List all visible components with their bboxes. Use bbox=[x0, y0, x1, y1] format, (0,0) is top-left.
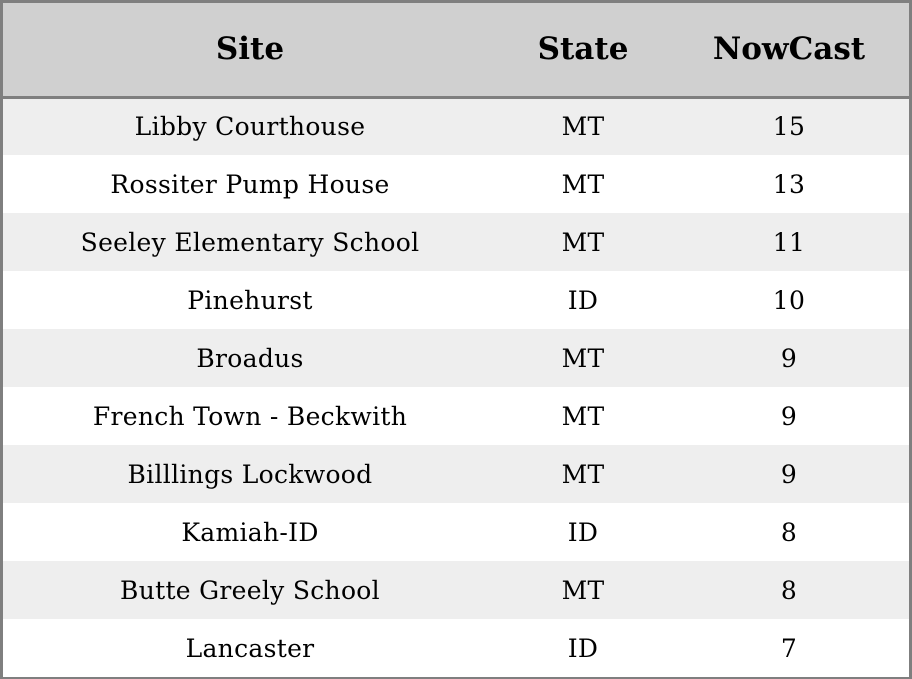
cell-site: Kamiah-ID bbox=[181, 517, 319, 547]
column-header-nowcast: NowCast bbox=[669, 3, 909, 97]
cell-site: Pinehurst bbox=[187, 285, 313, 315]
cell-nowcast: 11 bbox=[772, 227, 806, 257]
cell-site: Billlings Lockwood bbox=[127, 459, 373, 489]
cell-nowcast: 15 bbox=[772, 112, 806, 142]
cell-site: Lancaster bbox=[185, 633, 315, 663]
cell-site: Libby Courthouse bbox=[134, 112, 366, 142]
table-row bbox=[3, 155, 909, 213]
nowcast-table bbox=[3, 3, 909, 677]
table-row bbox=[3, 387, 909, 445]
column-header-state: State bbox=[497, 3, 669, 97]
cell-nowcast: 10 bbox=[772, 285, 806, 315]
cell-state: ID bbox=[567, 517, 599, 547]
cell-nowcast: 9 bbox=[780, 401, 798, 431]
table-row bbox=[3, 561, 909, 619]
cell-state: ID bbox=[567, 285, 599, 315]
cell-site: Broadus bbox=[196, 343, 304, 373]
cell-site: Butte Greely School bbox=[120, 575, 380, 605]
cell-nowcast: 9 bbox=[780, 459, 798, 489]
cell-state: MT bbox=[561, 459, 605, 489]
cell-state: MT bbox=[561, 401, 605, 431]
table-row bbox=[3, 213, 909, 271]
cell-site: Seeley Elementary School bbox=[80, 227, 420, 257]
column-header-site: Site bbox=[3, 3, 497, 97]
cell-nowcast: 7 bbox=[780, 633, 798, 663]
cell-state: MT bbox=[561, 169, 605, 199]
cell-nowcast: 8 bbox=[780, 575, 798, 605]
cell-site: French Town - Beckwith bbox=[92, 401, 408, 431]
table-row bbox=[3, 445, 909, 503]
cell-nowcast: 13 bbox=[772, 169, 806, 199]
table-header-row bbox=[3, 3, 909, 97]
cell-site: Rossiter Pump House bbox=[110, 169, 390, 199]
cell-nowcast: 9 bbox=[780, 343, 798, 373]
cell-state: ID bbox=[567, 633, 599, 663]
cell-state: MT bbox=[561, 112, 605, 142]
cell-state: MT bbox=[561, 575, 605, 605]
cell-nowcast: 8 bbox=[780, 517, 798, 547]
table-row bbox=[3, 503, 909, 561]
table-row bbox=[3, 271, 909, 329]
cell-state: MT bbox=[561, 343, 605, 373]
table-row bbox=[3, 97, 909, 155]
cell-state: MT bbox=[561, 227, 605, 257]
table-row bbox=[3, 329, 909, 387]
table-row bbox=[3, 619, 909, 677]
